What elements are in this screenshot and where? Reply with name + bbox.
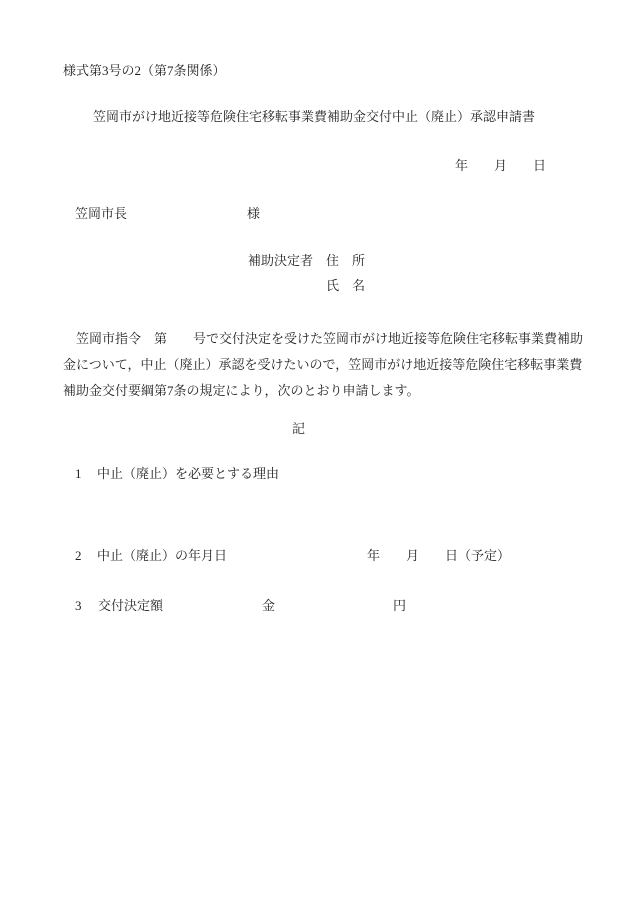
body-paragraph-line-3 [0, 384, 630, 400]
form-number-line [0, 64, 630, 80]
form-number: 様式第3号の2（第7条関係） [63, 63, 226, 78]
document-title: 笠岡市がけ地近接等危険住宅移転事業費補助金交付中止（廃止）承認申請書 [93, 109, 536, 124]
item-3-label: 交付決定額 [98, 598, 164, 613]
body-paragraph-line-2 [0, 358, 630, 374]
document-title-line [0, 110, 630, 126]
item-2-line [0, 549, 630, 565]
section-marker: 記 [292, 421, 306, 436]
item-3-line [0, 599, 630, 615]
body-text-3: 補助金交付要綱第7条の規定により，次のとおり申請します。 [63, 383, 420, 398]
applicant-name-label: 氏 名 [326, 278, 366, 293]
item-3-currency-prefix: 金 [262, 598, 276, 613]
body-text-2: 金について，中止（廃止）承認を受けたいので，笠岡市がけ地近接等危険住宅移転事業費 [63, 357, 583, 372]
item-3-number: 3 [75, 598, 82, 613]
addressee-line [0, 207, 630, 223]
item-1-label: 中止（廃止）を必要とする理由 [97, 466, 280, 481]
item-2-date-placeholder: 年 月 日（予定） [367, 548, 511, 563]
applicant-name-line [0, 279, 630, 295]
date-line [0, 159, 630, 175]
body-paragraph-line-1 [0, 332, 630, 348]
item-3-currency-suffix: 円 [393, 598, 407, 613]
section-marker-line [0, 422, 630, 438]
item-2-number: 2 [75, 548, 82, 563]
applicant-role-label: 補助決定者 [248, 253, 314, 268]
item-1-line [0, 467, 630, 483]
date-placeholder: 年 月 日 [455, 158, 547, 173]
applicant-address-line [0, 254, 630, 270]
item-2-label: 中止（廃止）の年月日 [97, 548, 228, 563]
addressee-name: 笠岡市長 [75, 206, 128, 221]
addressee-honorific: 様 [247, 206, 261, 221]
body-text-1: 笠岡市指令 第 号で交付決定を受けた笠岡市がけ地近接等危険住宅移転事業費補助 [63, 331, 584, 346]
item-1-number: 1 [75, 466, 82, 481]
applicant-address-label: 住 所 [326, 253, 366, 268]
